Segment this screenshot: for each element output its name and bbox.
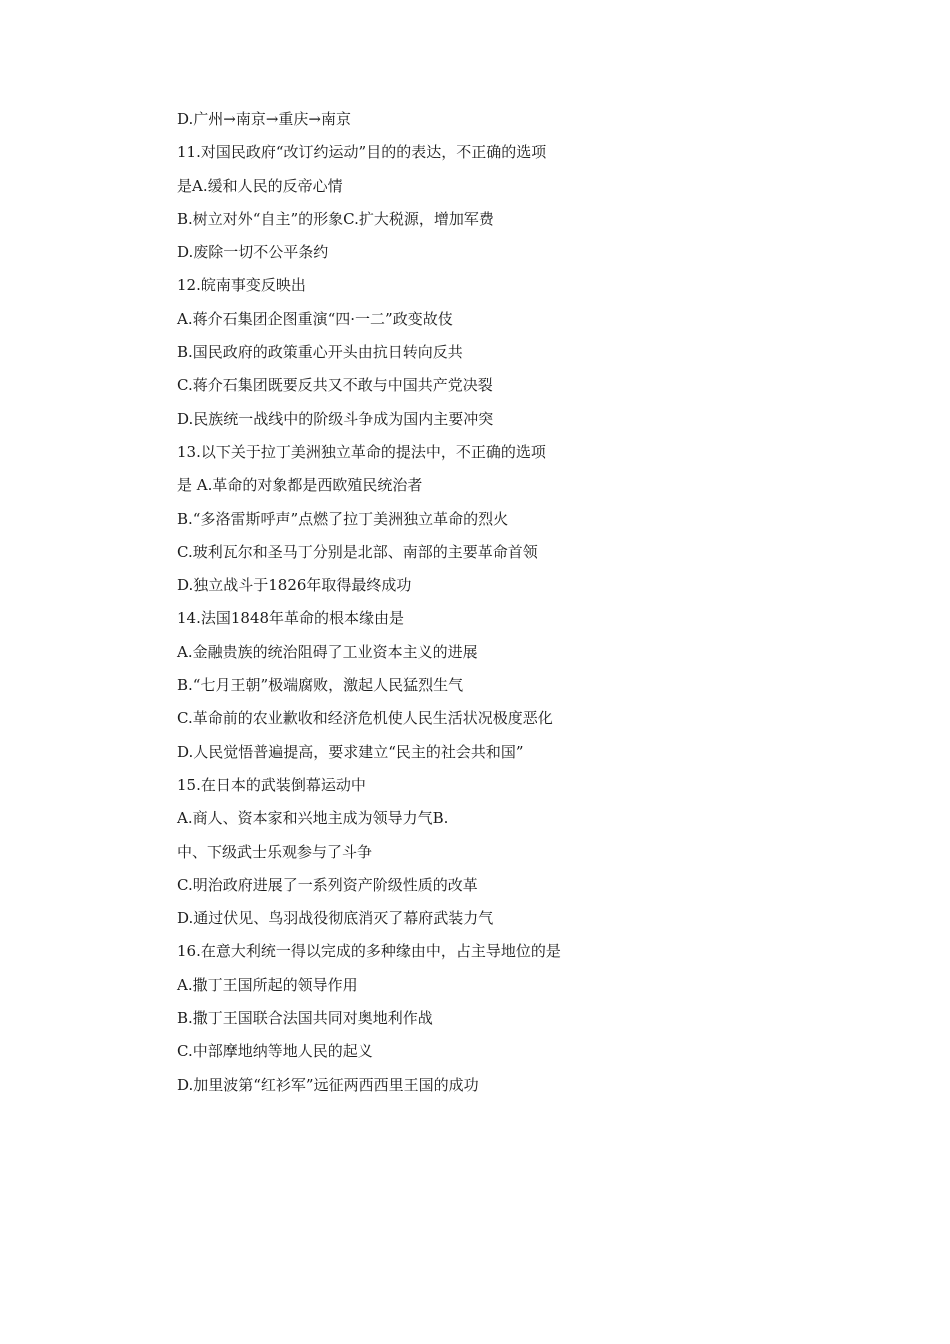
option-a-q12: A.蒋介石集团企图重演“四·一二”政变故伎 bbox=[177, 309, 453, 328]
option-b-q13: B.“多洛雷斯呼声”点燃了拉丁美洲独立革命的烈火 bbox=[177, 509, 509, 528]
option-c-q16: C.中部摩地纳等地人民的起义 bbox=[177, 1042, 373, 1061]
question-12: 12.皖南事变反映出 bbox=[177, 276, 306, 295]
question-11-cont: 是A.缓和人民的反帝心情 bbox=[177, 176, 343, 195]
option-c-q13: C.玻利瓦尔和圣马丁分别是北部、南部的主要革命首领 bbox=[177, 542, 538, 561]
option-d-q16: D.加里波第“红衫军”远征两西西里王国的成功 bbox=[177, 1075, 479, 1094]
question-13: 13.以下关于拉丁美洲独立革命的提法中，不正确的选项 bbox=[177, 442, 546, 461]
option-d-q12: D.民族统一战线中的阶级斗争成为国内主要冲突 bbox=[177, 409, 494, 428]
option-b-q14: B.“七月王朝”极端腐败，激起人民猛烈生气 bbox=[177, 676, 464, 695]
question-16: 16.在意大利统一得以完成的多种缘由中，占主导地位的是 bbox=[177, 942, 561, 961]
option-d-q14: D.人民觉悟普遍提高，要求建立“民主的社会共和国” bbox=[177, 742, 524, 761]
question-11: 11.对国民政府“改订约运动”目的的表达，不正确的选项 bbox=[177, 143, 547, 162]
option-c-q15: C.明治政府进展了一系列资产阶级性质的改革 bbox=[177, 875, 478, 894]
question-13-cont: 是 A.革命的对象都是西欧殖民统治者 bbox=[177, 476, 423, 495]
option-a-q16: A.撒丁王国所起的领导作用 bbox=[177, 975, 358, 994]
options-b-c-q11: B.树立对外“自主”的形象C.扩大税源，增加军费 bbox=[177, 209, 494, 228]
option-d-q15: D.通过伏见、鸟羽战役彻底消灭了幕府武装力气 bbox=[177, 909, 494, 928]
question-15: 15.在日本的武装倒幕运动中 bbox=[177, 775, 366, 794]
option-b-q15-cont: 中、下级武士乐观参与了斗争 bbox=[177, 842, 373, 861]
option-a-q14: A.金融贵族的统治阻碍了工业资本主义的进展 bbox=[177, 642, 478, 661]
option-b-q12: B.国民政府的政策重心开头由抗日转向反共 bbox=[177, 343, 463, 362]
option-d-q11: D.废除一切不公平条约 bbox=[177, 243, 329, 262]
option-c-q14: C.革命前的农业歉收和经济危机使人民生活状况极度恶化 bbox=[177, 709, 553, 728]
question-14: 14.法国1848年革命的根本缘由是 bbox=[177, 609, 405, 628]
option-c-q12: C.蒋介石集团既要反共又不敢与中国共产党决裂 bbox=[177, 376, 493, 395]
text-body bbox=[177, 106, 877, 1105]
option-d-q13: D.独立战斗于1826年取得最终成功 bbox=[177, 576, 412, 595]
option-d-q10: D.广州→南京→重庆→南京 bbox=[177, 110, 351, 128]
option-b-q16: B.撒丁王国联合法国共同对奥地利作战 bbox=[177, 1009, 433, 1028]
option-a-b-q15: A.商人、资本家和兴地主成为领导力气B. bbox=[177, 809, 449, 828]
